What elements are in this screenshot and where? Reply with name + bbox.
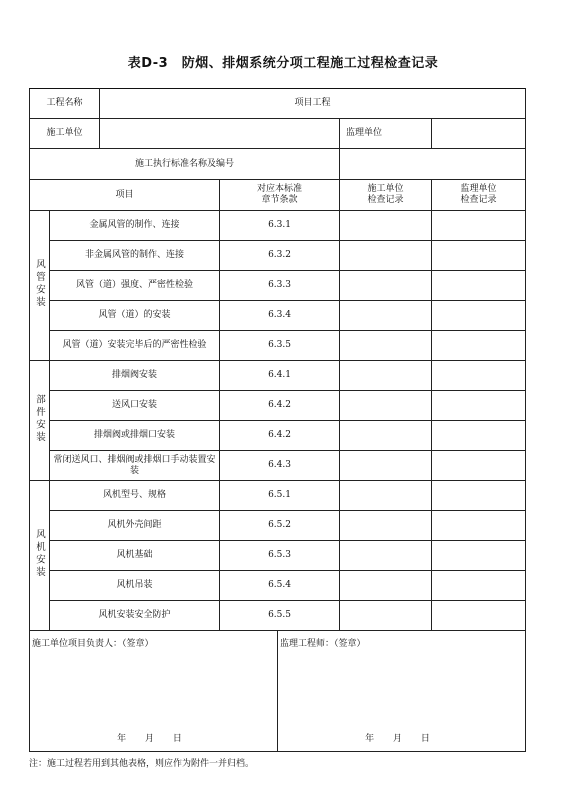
clause-number: 6.5.4 xyxy=(220,571,340,601)
construction-record-cell[interactable] xyxy=(340,301,432,331)
item-name: 风管（道）安装完毕后的严密性检验 xyxy=(50,331,220,361)
supervision-signature-label: 监理工程师：（签章） xyxy=(280,639,366,649)
supervision-record-cell[interactable] xyxy=(432,481,526,511)
item-name: 非金属风管的制作、连接 xyxy=(50,241,220,271)
table-row xyxy=(30,271,526,301)
construction-record-cell[interactable] xyxy=(340,391,432,421)
clause-number: 6.3.4 xyxy=(220,301,340,331)
construction-signature-label: 施工单位项目负责人：（签章） xyxy=(32,639,154,649)
item-name: 排烟阀安装 xyxy=(50,361,220,391)
clause-number: 6.5.3 xyxy=(220,541,340,571)
form-title: 表D-3 防烟、排烟系统分项工程施工过程检查记录 xyxy=(127,56,439,71)
project-name-value[interactable]: 项目工程 xyxy=(100,89,526,119)
table-row xyxy=(30,571,526,601)
table-row xyxy=(30,511,526,541)
item-name: 风机吊装 xyxy=(50,571,220,601)
table-row xyxy=(30,541,526,571)
table-row xyxy=(30,451,526,481)
table-row xyxy=(30,241,526,271)
clause-number: 6.3.5 xyxy=(220,331,340,361)
inspection-record-table xyxy=(29,88,525,752)
item-name: 常闭送风口、排烟阀或排烟口手动装置安装 xyxy=(50,451,220,481)
column-header-clause: 对应本标准 章节条款 xyxy=(220,180,340,211)
clause-number: 6.3.1 xyxy=(220,211,340,241)
table-row xyxy=(30,391,526,421)
clause-number: 6.4.3 xyxy=(220,451,340,481)
supervision-record-cell[interactable] xyxy=(432,361,526,391)
column-header-supervision-record: 监理单位 检查记录 xyxy=(432,180,526,211)
supervision-record-cell[interactable] xyxy=(432,271,526,301)
clause-number: 6.3.2 xyxy=(220,241,340,271)
supervision-unit-label: 监理单位 xyxy=(340,119,432,149)
construction-record-cell[interactable] xyxy=(340,211,432,241)
supervision-record-cell[interactable] xyxy=(432,301,526,331)
supervision-record-cell[interactable] xyxy=(432,241,526,271)
item-name: 风机外壳间距 xyxy=(50,511,220,541)
clause-number: 6.5.2 xyxy=(220,511,340,541)
table-row xyxy=(30,301,526,331)
supervision-unit-value[interactable] xyxy=(432,119,526,149)
group-label: 部件安装 xyxy=(30,361,50,481)
clause-number: 6.5.5 xyxy=(220,601,340,631)
supervision-signature-area[interactable] xyxy=(278,631,526,751)
table-row xyxy=(30,211,526,241)
table-row xyxy=(30,601,526,631)
supervision-record-cell[interactable] xyxy=(432,331,526,361)
supervision-record-cell[interactable] xyxy=(432,511,526,541)
item-name: 风机安装安全防护 xyxy=(50,601,220,631)
standard-label: 施工执行标准名称及编号 xyxy=(30,149,340,180)
standard-value[interactable] xyxy=(340,149,526,180)
construction-record-cell[interactable] xyxy=(340,481,432,511)
column-header-item: 项目 xyxy=(30,180,220,211)
clause-number: 6.3.3 xyxy=(220,271,340,301)
clause-number: 6.4.2 xyxy=(220,421,340,451)
item-name: 排烟阀或排烟口安装 xyxy=(50,421,220,451)
footnote: 注：施工过程若用到其他表格，则应作为附件一并归档。 xyxy=(29,759,255,769)
group-label: 风管安装 xyxy=(30,211,50,361)
column-header-construction-record: 施工单位 检查记录 xyxy=(340,180,432,211)
supervision-record-cell[interactable] xyxy=(432,451,526,481)
supervision-record-cell[interactable] xyxy=(432,601,526,631)
construction-record-cell[interactable] xyxy=(340,541,432,571)
table-row xyxy=(30,421,526,451)
project-name-label: 工程名称 xyxy=(30,89,100,119)
supervision-record-cell[interactable] xyxy=(432,391,526,421)
supervision-record-cell[interactable] xyxy=(432,421,526,451)
clause-number: 6.4.1 xyxy=(220,361,340,391)
construction-record-cell[interactable] xyxy=(340,571,432,601)
item-name: 送风口安装 xyxy=(50,391,220,421)
construction-record-cell[interactable] xyxy=(340,421,432,451)
construction-record-cell[interactable] xyxy=(340,331,432,361)
clause-number: 6.5.1 xyxy=(220,481,340,511)
construction-record-cell[interactable] xyxy=(340,511,432,541)
table-row xyxy=(30,331,526,361)
supervision-record-cell[interactable] xyxy=(432,211,526,241)
item-name: 风管（道）强度、严密性检验 xyxy=(50,271,220,301)
item-name: 风管（道）的安装 xyxy=(50,301,220,331)
construction-record-cell[interactable] xyxy=(340,241,432,271)
supervision-signature-date: 年 月 日 xyxy=(365,733,438,744)
table-row xyxy=(30,481,526,511)
construction-unit-label: 施工单位 xyxy=(30,119,100,149)
supervision-record-cell[interactable] xyxy=(432,571,526,601)
construction-record-cell[interactable] xyxy=(340,271,432,301)
construction-signature-date: 年 月 日 xyxy=(117,733,190,744)
supervision-record-cell[interactable] xyxy=(432,541,526,571)
construction-record-cell[interactable] xyxy=(340,601,432,631)
table-row xyxy=(30,361,526,391)
clause-number: 6.4.2 xyxy=(220,391,340,421)
construction-record-cell[interactable] xyxy=(340,361,432,391)
item-name: 风机基础 xyxy=(50,541,220,571)
item-name: 风机型号、规格 xyxy=(50,481,220,511)
construction-record-cell[interactable] xyxy=(340,451,432,481)
construction-unit-value[interactable] xyxy=(100,119,340,149)
group-label: 风机安装 xyxy=(30,481,50,631)
construction-signature-area[interactable] xyxy=(30,631,278,751)
item-name: 金属风管的制作、连接 xyxy=(50,211,220,241)
